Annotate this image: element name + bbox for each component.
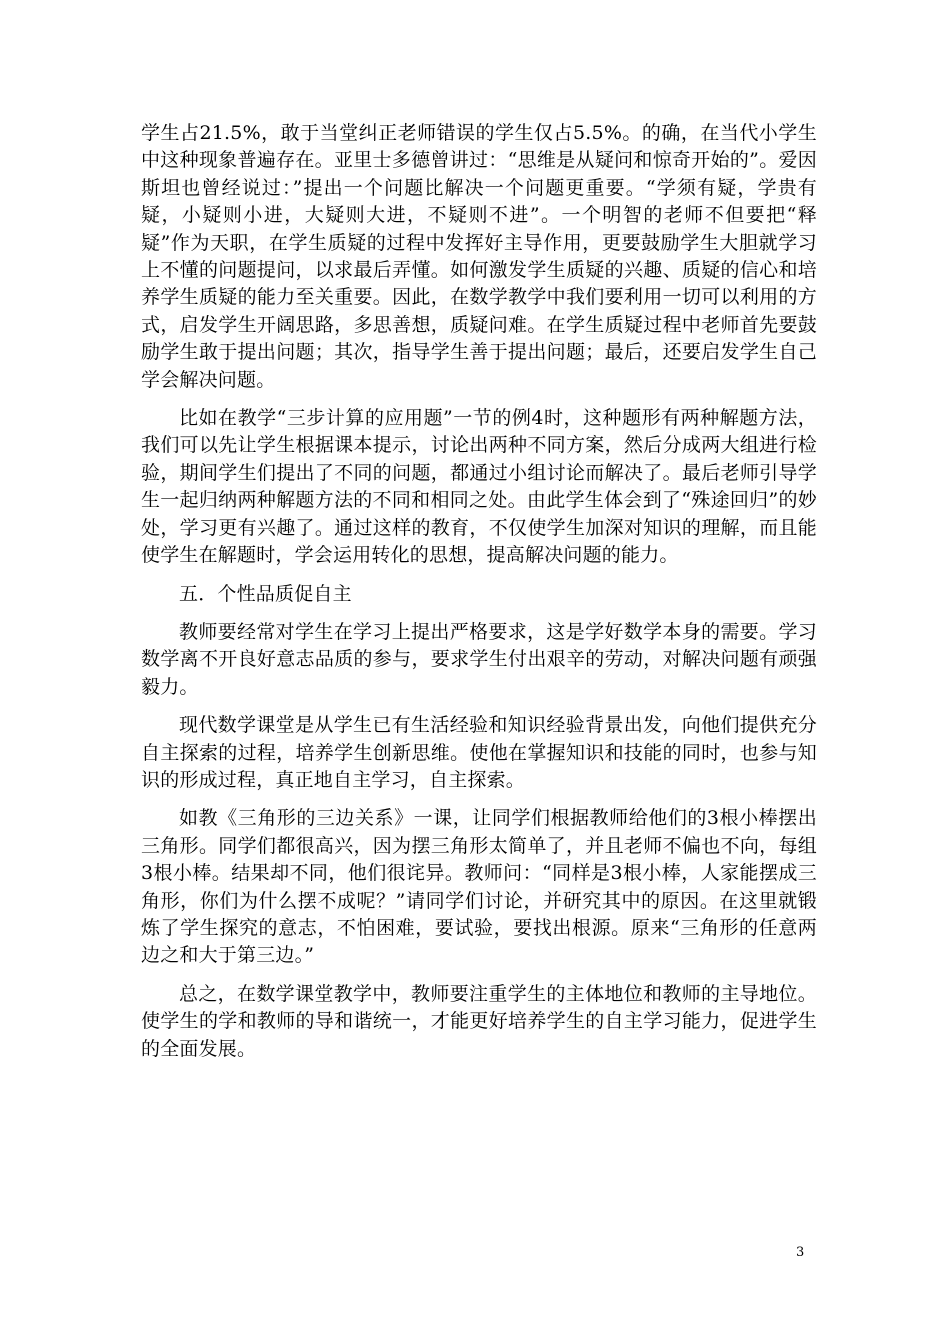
paragraph-example-application-problem: 比如在教学“三步计算的应用题”一节的例4时，这种题形有两种解题方法，我们可以先让学生根据课本提示，讨论出两种不同方案，然后分成两大组进行检验，期间学生们提出了不同的问题，都通过小组讨论而解决了。最后老师引导学生一起归纳两种解题方法的不同和相同之处。由此学生体会到了“殊途回归”的妙处，学习更有兴趣了。通过这样的教育，不仅使学生加深对知识的理解，而且能使学生在解题时，学会运用转化的思想，提高解决问题的能力。	[141, 407, 817, 567]
page-number: 3	[796, 1245, 805, 1260]
document-body	[141, 120, 817, 1063]
paragraph-modern-classroom: 现代数学课堂是从学生已有生活经验和知识经验背景出发，向他们提供充分自主探索的过程，培养学生创新思维。使他在掌握知识和技能的同时，也参与知识的形成过程，真正地自主学习，自主探索。	[141, 714, 817, 791]
paragraph-strict-requirements: 教师要经常对学生在学习上提出严格要求，这是学好数学本身的需要。学习数学离不开良好意志品质的参与，要求学生付出艰辛的劳动，对解决问题有顽强毅力。	[141, 620, 817, 698]
paragraph-continuation: 学生占21.5%，敢于当堂纠正老师错误的学生仅占5.5%。的确，在当代小学生中这种现象普遍存在。亚里士多德曾讲过：“思维是从疑问和惊奇开始的”。爱因斯坦也曾经说过：”提出一个问题比解决一个问题更重要。“学须有疑，学贵有疑，小疑则小进，大疑则大进，不疑则不进”。一个明智的老师不但要把“释疑”作为天职，在学生质疑的过程中发挥好主导作用，更要鼓励学生大胆就学习上不懂的问题提问，以求最后弄懂。如何激发学生质疑的兴趣、质疑的信心和培养学生质疑的能力至关重要。因此，在数学教学中我们要利用一切可以利用的方式，启发学生开阔思路，多思善想，质疑问难。在学生质疑过程中老师首先要鼓励学生敢于提出问题；其次，指导学生善于提出问题；最后，还要启发学生自己学会解决问题。	[141, 122, 817, 391]
paragraph-conclusion: 总之，在数学课堂教学中，教师要注重学生的主体地位和教师的主导地位。使学生的学和教师的导和谐统一，才能更好培养学生的自主学习能力，促进学生的全面发展。	[141, 982, 817, 1060]
section-heading-5: 五．个性品质促自主	[179, 582, 352, 605]
paragraph-triangle-example: 如教《三角形的三边关系》一课，让同学们根据教师给他们的3根小棒摆出三角形。同学们都很高兴，因为摆三角形太简单了，并且老师不偏也不向，每组3根小棒。结果却不同，他们很诧异。教师问：“同样是3根小棒，人家能摆成三角形，你们为什么摆不成呢？”请同学们讨论，并研究其中的原因。在这里就锻炼了学生探究的意志，不怕困难，要试验，要找出根源。原来“三角形的任意两边之和大于第三边。”	[141, 807, 817, 967]
